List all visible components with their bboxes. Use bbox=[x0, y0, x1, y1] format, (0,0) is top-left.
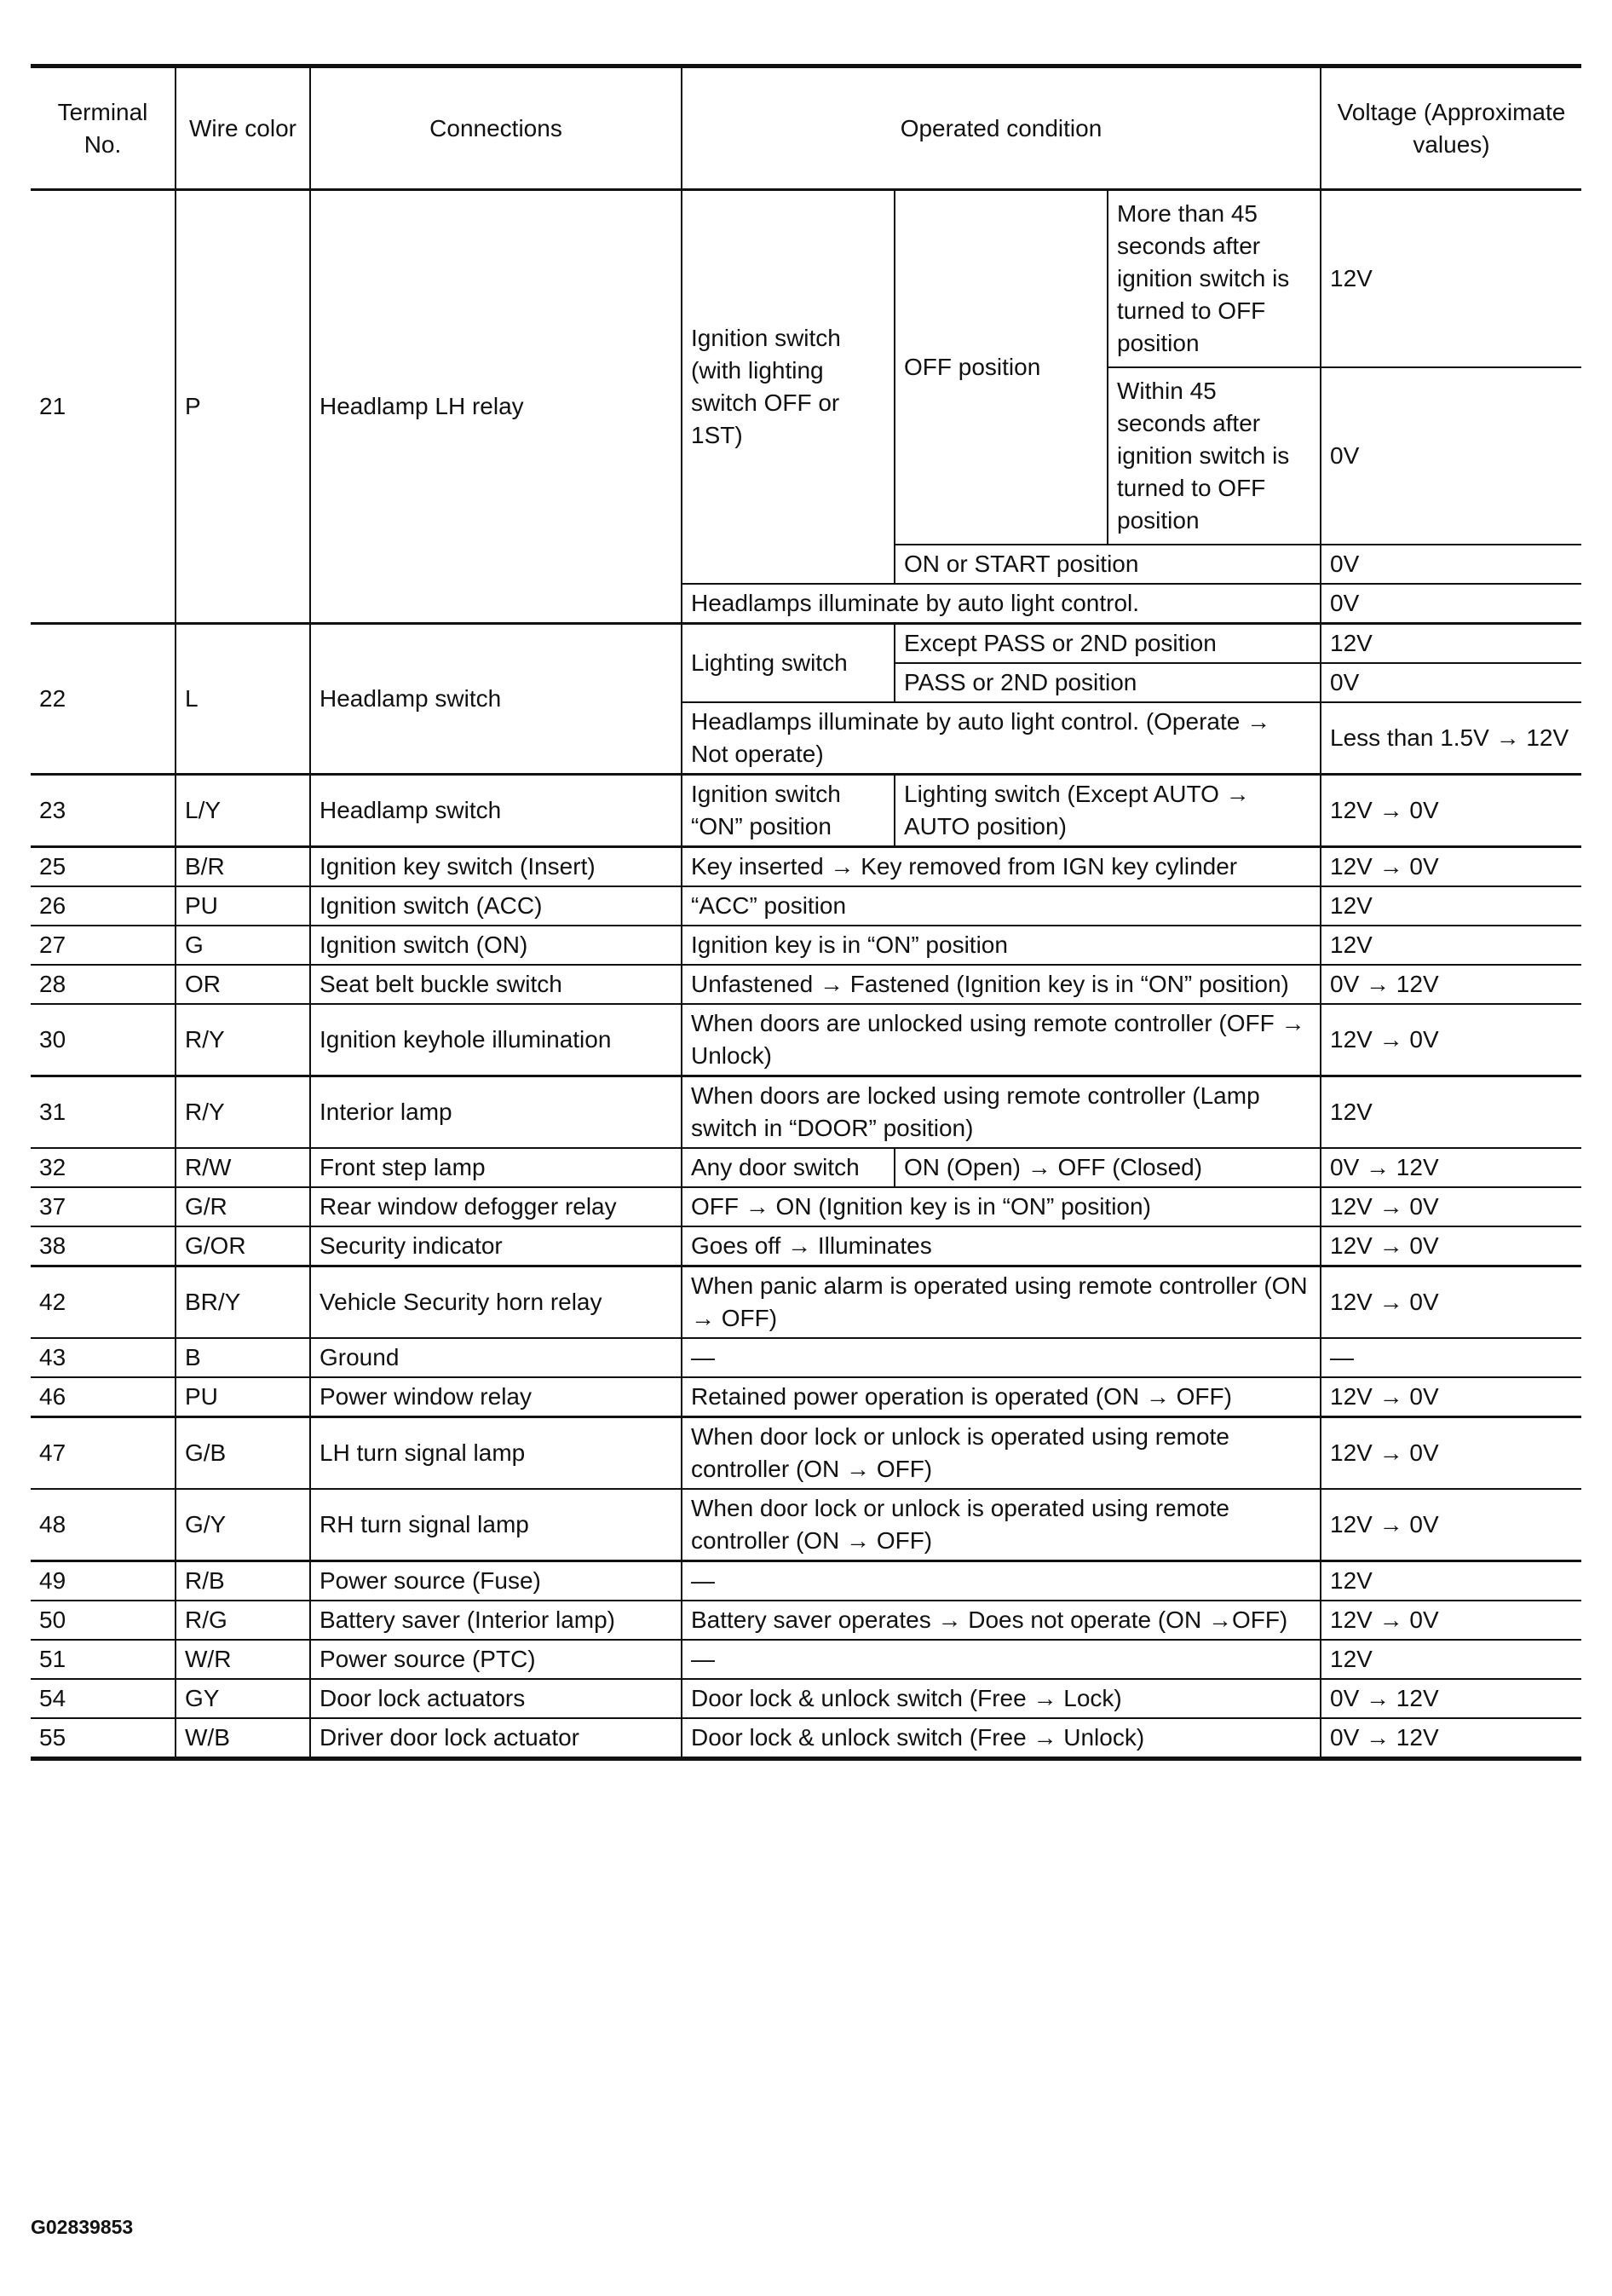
wire-color-cell: L bbox=[176, 624, 310, 775]
connection-cell: Rear window defogger relay bbox=[310, 1187, 682, 1226]
condition-cell: Within 45 seconds after ignition switch is turned to OFF position bbox=[1108, 367, 1321, 545]
condition-cell: — bbox=[682, 1561, 1321, 1601]
wire-color-cell: R/B bbox=[176, 1561, 310, 1601]
terminal-cell: 55 bbox=[31, 1718, 176, 1759]
condition-cell: Lighting switch bbox=[682, 624, 895, 703]
voltage-cell: 12V bbox=[1321, 1640, 1581, 1679]
condition-cell: Unfastened → Fastened (Ignition key is in “ON” position) bbox=[682, 965, 1321, 1004]
condition-cell: — bbox=[682, 1338, 1321, 1377]
table-row-22 bbox=[31, 624, 1581, 664]
voltage-cell: 12V → 0V bbox=[1321, 1489, 1581, 1561]
voltage-cell: 12V → 0V bbox=[1321, 775, 1581, 847]
voltage-cell: 12V bbox=[1321, 1076, 1581, 1149]
terminal-cell: 48 bbox=[31, 1489, 176, 1561]
voltage-cell: 12V → 0V bbox=[1321, 1226, 1581, 1266]
wire-color-cell: R/G bbox=[176, 1601, 310, 1640]
terminal-cell: 37 bbox=[31, 1187, 176, 1226]
wire-color-cell: W/B bbox=[176, 1718, 310, 1759]
voltage-cell: 12V → 0V bbox=[1321, 847, 1581, 887]
voltage-cell: 12V → 0V bbox=[1321, 1004, 1581, 1076]
table-row bbox=[31, 886, 1581, 926]
connection-cell: Ground bbox=[310, 1338, 682, 1377]
condition-cell: Key inserted → Key removed from IGN key cylinder bbox=[682, 847, 1321, 887]
table-row-23 bbox=[31, 775, 1581, 847]
voltage-cell: 12V → 0V bbox=[1321, 1266, 1581, 1339]
condition-cell: Lighting switch (Except AUTO → AUTO position) bbox=[895, 775, 1321, 847]
condition-cell: Ignition switch “ON” position bbox=[682, 775, 895, 847]
wire-color-cell: G/OR bbox=[176, 1226, 310, 1266]
connection-cell: Power source (Fuse) bbox=[310, 1561, 682, 1601]
voltage-cell: Less than 1.5V → 12V bbox=[1321, 702, 1581, 775]
connection-cell: Headlamp switch bbox=[310, 624, 682, 775]
connection-cell: Driver door lock actuator bbox=[310, 1718, 682, 1759]
terminal-cell: 31 bbox=[31, 1076, 176, 1149]
voltage-cell: 12V → 0V bbox=[1321, 1187, 1581, 1226]
terminal-cell: 50 bbox=[31, 1601, 176, 1640]
table-row bbox=[31, 1640, 1581, 1679]
condition-cell: Headlamps illuminate by auto light control. bbox=[682, 584, 1321, 624]
wire-color-cell: G bbox=[176, 926, 310, 965]
connection-cell: Ignition keyhole illumination bbox=[310, 1004, 682, 1076]
voltage-cell: 0V → 12V bbox=[1321, 1718, 1581, 1759]
table-row bbox=[31, 1377, 1581, 1417]
connection-cell: Battery saver (Interior lamp) bbox=[310, 1601, 682, 1640]
condition-cell: — bbox=[682, 1640, 1321, 1679]
wire-color-cell: G/B bbox=[176, 1417, 310, 1490]
terminal-cell: 21 bbox=[31, 190, 176, 624]
table-row bbox=[31, 1076, 1581, 1149]
wire-color-cell: G/Y bbox=[176, 1489, 310, 1561]
wire-color-cell: BR/Y bbox=[176, 1266, 310, 1339]
connection-cell: Security indicator bbox=[310, 1226, 682, 1266]
wire-color-cell: P bbox=[176, 190, 310, 624]
table-row-32 bbox=[31, 1148, 1581, 1187]
voltage-cell: 12V → 0V bbox=[1321, 1601, 1581, 1640]
wire-color-cell: W/R bbox=[176, 1640, 310, 1679]
table-row bbox=[31, 1679, 1581, 1718]
terminal-cell: 47 bbox=[31, 1417, 176, 1490]
connection-cell: Seat belt buckle switch bbox=[310, 965, 682, 1004]
connection-cell: Ignition key switch (Insert) bbox=[310, 847, 682, 887]
table-row bbox=[31, 1601, 1581, 1640]
voltage-cell: 0V → 12V bbox=[1321, 1679, 1581, 1718]
voltage-cell: 0V → 12V bbox=[1321, 965, 1581, 1004]
terminal-cell: 22 bbox=[31, 624, 176, 775]
figure-id: G02839853 bbox=[31, 2216, 134, 2238]
table-row bbox=[31, 965, 1581, 1004]
condition-cell: ON or START position bbox=[895, 545, 1321, 584]
connection-cell: Power source (PTC) bbox=[310, 1640, 682, 1679]
condition-cell: More than 45 seconds after ignition switch is turned to OFF position bbox=[1108, 190, 1321, 368]
wire-color-cell: PU bbox=[176, 886, 310, 926]
wire-color-cell: B/R bbox=[176, 847, 310, 887]
terminal-cell: 25 bbox=[31, 847, 176, 887]
condition-cell: Ignition switch (with lighting switch OFF or 1ST) bbox=[682, 190, 895, 585]
terminal-cell: 46 bbox=[31, 1377, 176, 1417]
table-row bbox=[31, 1417, 1581, 1490]
terminal-cell: 26 bbox=[31, 886, 176, 926]
wire-color-cell: OR bbox=[176, 965, 310, 1004]
terminal-cell: 54 bbox=[31, 1679, 176, 1718]
header-row bbox=[31, 66, 1581, 190]
voltage-cell: 0V → 12V bbox=[1321, 1148, 1581, 1187]
table-row bbox=[31, 1187, 1581, 1226]
table-row bbox=[31, 1226, 1581, 1266]
voltage-cell: 12V bbox=[1321, 886, 1581, 926]
terminal-cell: 23 bbox=[31, 775, 176, 847]
wire-color-cell: G/R bbox=[176, 1187, 310, 1226]
connection-cell: RH turn signal lamp bbox=[310, 1489, 682, 1561]
connection-cell: Power window relay bbox=[310, 1377, 682, 1417]
table-row bbox=[31, 926, 1581, 965]
condition-cell: Headlamps illuminate by auto light control. (Operate → Not operate) bbox=[682, 702, 1321, 775]
wire-color-cell: PU bbox=[176, 1377, 310, 1417]
table-row bbox=[31, 1718, 1581, 1759]
voltage-cell: 0V bbox=[1321, 545, 1581, 584]
table-row bbox=[31, 1266, 1581, 1339]
voltage-cell: 12V bbox=[1321, 1561, 1581, 1601]
connection-cell: Headlamp switch bbox=[310, 775, 682, 847]
condition-cell: Except PASS or 2ND position bbox=[895, 624, 1321, 664]
condition-cell: PASS or 2ND position bbox=[895, 663, 1321, 702]
condition-cell: Any door switch bbox=[682, 1148, 895, 1187]
header-terminal: Terminal No. bbox=[31, 66, 176, 190]
terminal-cell: 43 bbox=[31, 1338, 176, 1377]
connection-cell: Vehicle Security horn relay bbox=[310, 1266, 682, 1339]
terminal-cell: 51 bbox=[31, 1640, 176, 1679]
header-voltage: Voltage (Approximate values) bbox=[1321, 66, 1581, 190]
condition-cell: Goes off → Illuminates bbox=[682, 1226, 1321, 1266]
condition-cell: Retained power operation is operated (ON → OFF) bbox=[682, 1377, 1321, 1417]
terminal-cell: 38 bbox=[31, 1226, 176, 1266]
header-wire-color: Wire color bbox=[176, 66, 310, 190]
condition-cell: When door lock or unlock is operated using remote controller (ON → OFF) bbox=[682, 1417, 1321, 1490]
condition-cell: Battery saver operates → Does not operate (ON →OFF) bbox=[682, 1601, 1321, 1640]
connection-cell: LH turn signal lamp bbox=[310, 1417, 682, 1490]
voltage-cell: 0V bbox=[1321, 367, 1581, 545]
terminal-cell: 42 bbox=[31, 1266, 176, 1339]
condition-cell: When door lock or unlock is operated using remote controller (ON → OFF) bbox=[682, 1489, 1321, 1561]
wire-color-cell: GY bbox=[176, 1679, 310, 1718]
header-operated-condition: Operated condition bbox=[682, 66, 1321, 190]
table-row bbox=[31, 1489, 1581, 1561]
terminal-spec-table bbox=[31, 64, 1581, 1761]
wire-color-cell: B bbox=[176, 1338, 310, 1377]
table-row bbox=[31, 1561, 1581, 1601]
condition-cell: Door lock & unlock switch (Free → Lock) bbox=[682, 1679, 1321, 1718]
table-row bbox=[31, 1004, 1581, 1076]
connection-cell: Ignition switch (ON) bbox=[310, 926, 682, 965]
header-connections: Connections bbox=[310, 66, 682, 190]
wire-color-cell: R/Y bbox=[176, 1076, 310, 1149]
table-row bbox=[31, 847, 1581, 887]
condition-cell: When doors are unlocked using remote controller (OFF → Unlock) bbox=[682, 1004, 1321, 1076]
table-row-21 bbox=[31, 190, 1581, 368]
terminal-cell: 49 bbox=[31, 1561, 176, 1601]
condition-cell: OFF position bbox=[895, 190, 1108, 545]
voltage-cell: 12V bbox=[1321, 190, 1581, 368]
voltage-cell: — bbox=[1321, 1338, 1581, 1377]
terminal-cell: 32 bbox=[31, 1148, 176, 1187]
wire-color-cell: R/W bbox=[176, 1148, 310, 1187]
condition-cell: “ACC” position bbox=[682, 886, 1321, 926]
voltage-cell: 12V bbox=[1321, 926, 1581, 965]
connection-cell: Door lock actuators bbox=[310, 1679, 682, 1718]
connection-cell: Ignition switch (ACC) bbox=[310, 886, 682, 926]
condition-cell: ON (Open) → OFF (Closed) bbox=[895, 1148, 1321, 1187]
condition-cell: Door lock & unlock switch (Free → Unlock) bbox=[682, 1718, 1321, 1759]
condition-cell: OFF → ON (Ignition key is in “ON” position) bbox=[682, 1187, 1321, 1226]
connection-cell: Front step lamp bbox=[310, 1148, 682, 1187]
voltage-cell: 12V bbox=[1321, 624, 1581, 664]
condition-cell: When doors are locked using remote controller (Lamp switch in “DOOR” position) bbox=[682, 1076, 1321, 1149]
connection-cell: Headlamp LH relay bbox=[310, 190, 682, 624]
connection-cell: Interior lamp bbox=[310, 1076, 682, 1149]
wire-color-cell: L/Y bbox=[176, 775, 310, 847]
table-row bbox=[31, 1338, 1581, 1377]
condition-cell: Ignition key is in “ON” position bbox=[682, 926, 1321, 965]
terminal-cell: 27 bbox=[31, 926, 176, 965]
terminal-cell: 30 bbox=[31, 1004, 176, 1076]
terminal-cell: 28 bbox=[31, 965, 176, 1004]
condition-cell: When panic alarm is operated using remote controller (ON → OFF) bbox=[682, 1266, 1321, 1339]
voltage-cell: 0V bbox=[1321, 663, 1581, 702]
wire-color-cell: R/Y bbox=[176, 1004, 310, 1076]
voltage-cell: 12V → 0V bbox=[1321, 1417, 1581, 1490]
voltage-cell: 0V bbox=[1321, 584, 1581, 624]
voltage-cell: 12V → 0V bbox=[1321, 1377, 1581, 1417]
